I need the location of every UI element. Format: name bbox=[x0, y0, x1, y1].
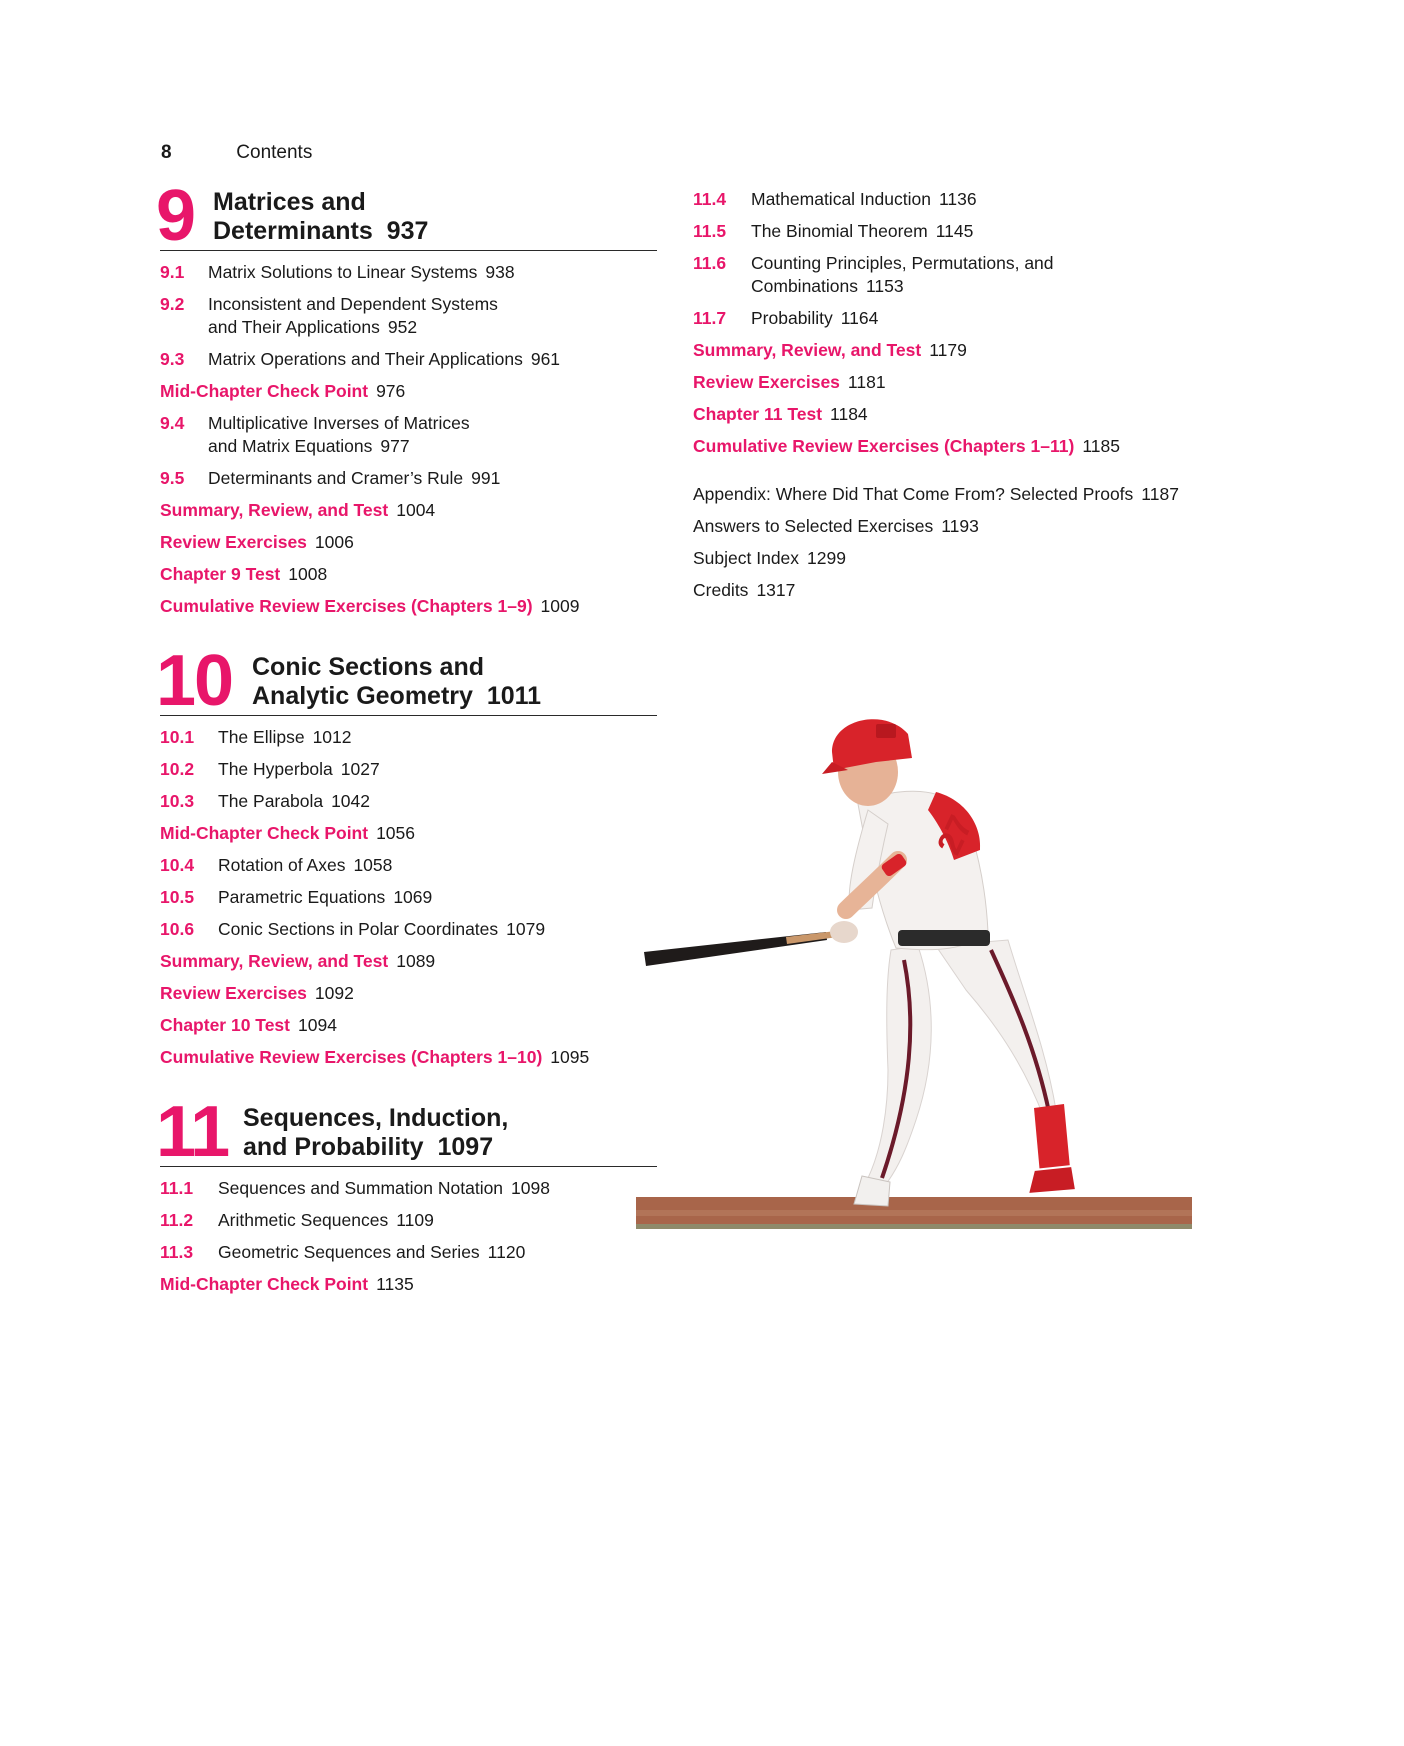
toc-entry[interactable] bbox=[693, 435, 1253, 458]
toc-entry[interactable] bbox=[160, 982, 657, 1005]
back-matter-page: 1317 bbox=[756, 580, 796, 600]
section-page: 1164 bbox=[840, 308, 879, 328]
section-title: Multiplicative Inverses of Matrices bbox=[208, 413, 470, 433]
toc-entry[interactable] bbox=[693, 188, 1253, 211]
section-page: 1136 bbox=[938, 189, 977, 209]
player-shoe bbox=[1028, 1166, 1076, 1194]
section-page: 1058 bbox=[353, 855, 393, 875]
batting-glove bbox=[830, 921, 858, 943]
feature-label: Summary, Review, and Test bbox=[693, 340, 922, 360]
toc-entry[interactable] bbox=[160, 1273, 657, 1296]
toc-entry[interactable] bbox=[160, 1209, 657, 1232]
chapter-title bbox=[243, 1104, 657, 1166]
back-matter-label: Credits bbox=[693, 580, 749, 600]
section-number: 10.3 bbox=[160, 791, 195, 811]
chapter-title bbox=[213, 188, 657, 250]
section-title: Rotation of Axes bbox=[218, 855, 346, 875]
feature-page: 1056 bbox=[376, 823, 416, 843]
section-title: Sequences and Summation Notation bbox=[218, 1178, 504, 1198]
jersey-number: 27 bbox=[929, 809, 981, 861]
section-number: 9.5 bbox=[160, 468, 185, 488]
back-matter-label: Appendix: Where Did That Come From? Selected Proofs bbox=[693, 484, 1134, 504]
chapter-heading bbox=[156, 641, 657, 721]
toc-entry[interactable] bbox=[160, 1177, 657, 1200]
back-matter-page: 1299 bbox=[807, 548, 846, 568]
chapter-title-line1: Conic Sections and bbox=[252, 653, 484, 681]
section-title: Probability bbox=[751, 308, 833, 328]
chapter-page: 1011 bbox=[486, 682, 542, 710]
section-page: 1120 bbox=[487, 1242, 526, 1262]
player-left-leg bbox=[868, 946, 931, 1184]
toc-entry[interactable] bbox=[160, 854, 657, 877]
section-number: 10.2 bbox=[160, 759, 195, 779]
feature-page: 1009 bbox=[540, 596, 580, 616]
section-page: 1069 bbox=[393, 887, 433, 907]
player-belt bbox=[898, 930, 990, 946]
feature-label: Mid-Chapter Check Point bbox=[160, 381, 369, 401]
toc-entry[interactable] bbox=[160, 1014, 657, 1037]
feature-label: Cumulative Review Exercises (Chapters 1–11) bbox=[693, 436, 1075, 456]
section-number: 9.4 bbox=[160, 413, 185, 433]
toc-right-column bbox=[693, 188, 1253, 611]
toc-entry[interactable] bbox=[160, 412, 657, 458]
section-number: 11.6 bbox=[693, 253, 727, 273]
feature-page: 1179 bbox=[929, 340, 967, 360]
section-title: Matrix Solutions to Linear Systems bbox=[208, 262, 478, 282]
toc-entry[interactable] bbox=[160, 950, 657, 973]
section-page: 938 bbox=[485, 262, 515, 282]
section-title-line2: and Matrix Equations bbox=[208, 436, 373, 456]
batting-helmet bbox=[832, 719, 912, 770]
section-page: 1042 bbox=[331, 791, 371, 811]
feature-label: Review Exercises bbox=[693, 372, 840, 392]
toc-entry[interactable] bbox=[160, 595, 657, 618]
section-number: 11.2 bbox=[160, 1210, 194, 1230]
feature-page: 1004 bbox=[396, 500, 436, 520]
section-number: 10.1 bbox=[160, 727, 195, 747]
section-page: 1098 bbox=[511, 1178, 550, 1198]
feature-label: Chapter 11 Test bbox=[693, 404, 823, 424]
section-number: 10.6 bbox=[160, 919, 195, 939]
section-page: 1079 bbox=[506, 919, 546, 939]
section-page: 1109 bbox=[396, 1210, 434, 1230]
feature-label: Cumulative Review Exercises (Chapters 1–9) bbox=[160, 596, 533, 616]
feature-label: Cumulative Review Exercises (Chapters 1–10) bbox=[160, 1047, 543, 1067]
section-title: The Parabola bbox=[218, 791, 324, 811]
feature-page: 1089 bbox=[396, 951, 436, 971]
feature-label: Summary, Review, and Test bbox=[160, 500, 389, 520]
toc-entry[interactable] bbox=[160, 348, 657, 371]
toc-entry[interactable] bbox=[160, 918, 657, 941]
section-page: 952 bbox=[387, 317, 418, 337]
chapter-title bbox=[252, 653, 657, 715]
back-matter-page: 1187 bbox=[1141, 484, 1179, 504]
toc-entry[interactable] bbox=[160, 790, 657, 813]
chapter-page: 1097 bbox=[437, 1133, 494, 1161]
toc-entry[interactable] bbox=[160, 531, 657, 554]
section-number: 9.1 bbox=[160, 262, 185, 282]
feature-page: 1181 bbox=[847, 372, 886, 392]
feature-page: 976 bbox=[376, 381, 406, 401]
toc-entry[interactable] bbox=[160, 1241, 657, 1264]
feature-label: Chapter 10 Test bbox=[160, 1015, 290, 1035]
back-matter-label: Answers to Selected Exercises bbox=[693, 516, 934, 536]
feature-page: 1094 bbox=[298, 1015, 337, 1035]
player-shoe bbox=[854, 1176, 890, 1206]
feature-page: 1092 bbox=[314, 983, 354, 1003]
toc-entry[interactable] bbox=[160, 499, 657, 522]
chapter-heading bbox=[156, 176, 657, 256]
chapter-11 bbox=[156, 1092, 657, 1296]
running-title: Contents bbox=[236, 142, 313, 163]
feature-label: Review Exercises bbox=[160, 532, 307, 552]
section-number: 11.4 bbox=[693, 189, 727, 209]
chapter-title-line1: Matrices and bbox=[213, 188, 366, 216]
chapter-page: 937 bbox=[386, 217, 429, 245]
section-page: 991 bbox=[471, 468, 501, 488]
chapter-heading bbox=[156, 1092, 657, 1172]
section-number: 10.4 bbox=[160, 855, 195, 875]
section-title: Determinants and Cramer’s Rule bbox=[208, 468, 464, 488]
toc-entry[interactable] bbox=[160, 886, 657, 909]
section-number: 11.5 bbox=[693, 221, 727, 241]
toc-entry[interactable] bbox=[160, 758, 657, 781]
back-matter-label: Subject Index bbox=[693, 548, 800, 568]
feature-label: Chapter 9 Test bbox=[160, 564, 281, 584]
back-matter-page: 1193 bbox=[941, 516, 979, 536]
section-page: 1012 bbox=[312, 727, 352, 747]
section-title-line2: Combinations bbox=[751, 276, 858, 296]
chapter-title-line1: Sequences, Induction, bbox=[243, 1104, 509, 1132]
section-title: Arithmetic Sequences bbox=[218, 1210, 389, 1230]
section-title: Matrix Operations and Their Applications bbox=[208, 349, 523, 369]
section-page: 977 bbox=[380, 436, 410, 456]
section-title: The Hyperbola bbox=[218, 759, 333, 779]
section-number: 9.3 bbox=[160, 349, 185, 369]
feature-page: 1006 bbox=[314, 532, 354, 552]
section-title-line2: and Their Applications bbox=[208, 317, 380, 337]
section-page: 1153 bbox=[866, 276, 904, 296]
toc-entry[interactable] bbox=[160, 293, 657, 339]
feature-label: Review Exercises bbox=[160, 983, 307, 1003]
section-title: The Binomial Theorem bbox=[751, 221, 928, 241]
feature-page: 1185 bbox=[1082, 436, 1120, 456]
toc-entry[interactable] bbox=[160, 822, 657, 845]
section-number: 11.1 bbox=[160, 1178, 194, 1198]
toc-left-column bbox=[156, 176, 657, 1305]
toc-entry[interactable] bbox=[693, 403, 1253, 426]
chapter-title-line2: Analytic Geometry 1011 bbox=[252, 682, 542, 710]
section-title: Conic Sections in Polar Coordinates bbox=[218, 919, 499, 939]
feature-page: 1135 bbox=[376, 1274, 414, 1294]
section-title: The Ellipse bbox=[218, 727, 305, 747]
toc-entry[interactable] bbox=[160, 1046, 657, 1069]
feature-page: 1095 bbox=[550, 1047, 590, 1067]
running-header bbox=[161, 142, 312, 164]
section-number: 9.2 bbox=[160, 294, 185, 314]
section-number: 11.7 bbox=[693, 308, 727, 328]
section-title: Geometric Sequences and Series bbox=[218, 1242, 480, 1262]
section-title: Parametric Equations bbox=[218, 887, 386, 907]
back-matter-entry[interactable] bbox=[693, 547, 1253, 570]
feature-page: 1184 bbox=[830, 404, 868, 424]
chapter-9 bbox=[156, 176, 657, 618]
feature-page: 1008 bbox=[288, 564, 328, 584]
feature-label: Summary, Review, and Test bbox=[160, 951, 389, 971]
section-page: 1027 bbox=[340, 759, 380, 779]
toc-entry[interactable] bbox=[693, 252, 1253, 298]
baseball-bat bbox=[644, 930, 845, 966]
toc-entry[interactable] bbox=[160, 726, 657, 749]
toc-entry[interactable] bbox=[160, 380, 657, 403]
chapter-10 bbox=[156, 641, 657, 1069]
toc-entry[interactable] bbox=[693, 339, 1253, 362]
back-matter-entry[interactable] bbox=[693, 515, 1253, 538]
section-title: Mathematical Induction bbox=[751, 189, 931, 209]
section-title: Counting Principles, Permutations, and bbox=[751, 253, 1054, 273]
chapter-title-line2: and Probability 1097 bbox=[243, 1133, 494, 1161]
back-matter-entry[interactable] bbox=[693, 579, 1253, 602]
chapter-title-line2: Determinants 937 bbox=[213, 217, 429, 245]
feature-label: Mid-Chapter Check Point bbox=[160, 823, 369, 843]
section-number: 11.3 bbox=[160, 1242, 194, 1262]
chapter-number: 11 bbox=[156, 1092, 229, 1172]
chapter-number: 9 bbox=[156, 176, 195, 256]
section-number: 10.5 bbox=[160, 887, 195, 907]
feature-label: Mid-Chapter Check Point bbox=[160, 1274, 369, 1294]
section-page: 961 bbox=[530, 349, 561, 369]
toc-entry[interactable] bbox=[693, 371, 1253, 394]
toc-entry[interactable] bbox=[160, 563, 657, 586]
toc-entry[interactable] bbox=[160, 467, 657, 490]
player-sock bbox=[1034, 1104, 1070, 1174]
page-number: 8 bbox=[161, 142, 172, 163]
toc-entry[interactable] bbox=[693, 307, 1253, 330]
section-title: Inconsistent and Dependent Systems bbox=[208, 294, 498, 314]
player-right-leg bbox=[936, 940, 1056, 1118]
back-matter-entry[interactable] bbox=[693, 483, 1253, 506]
baseball-player-photo bbox=[636, 700, 1192, 1235]
chapter-number: 10 bbox=[156, 641, 233, 721]
section-page: 1145 bbox=[935, 221, 974, 241]
toc-entry[interactable] bbox=[693, 220, 1253, 243]
toc-entry[interactable] bbox=[160, 261, 657, 284]
